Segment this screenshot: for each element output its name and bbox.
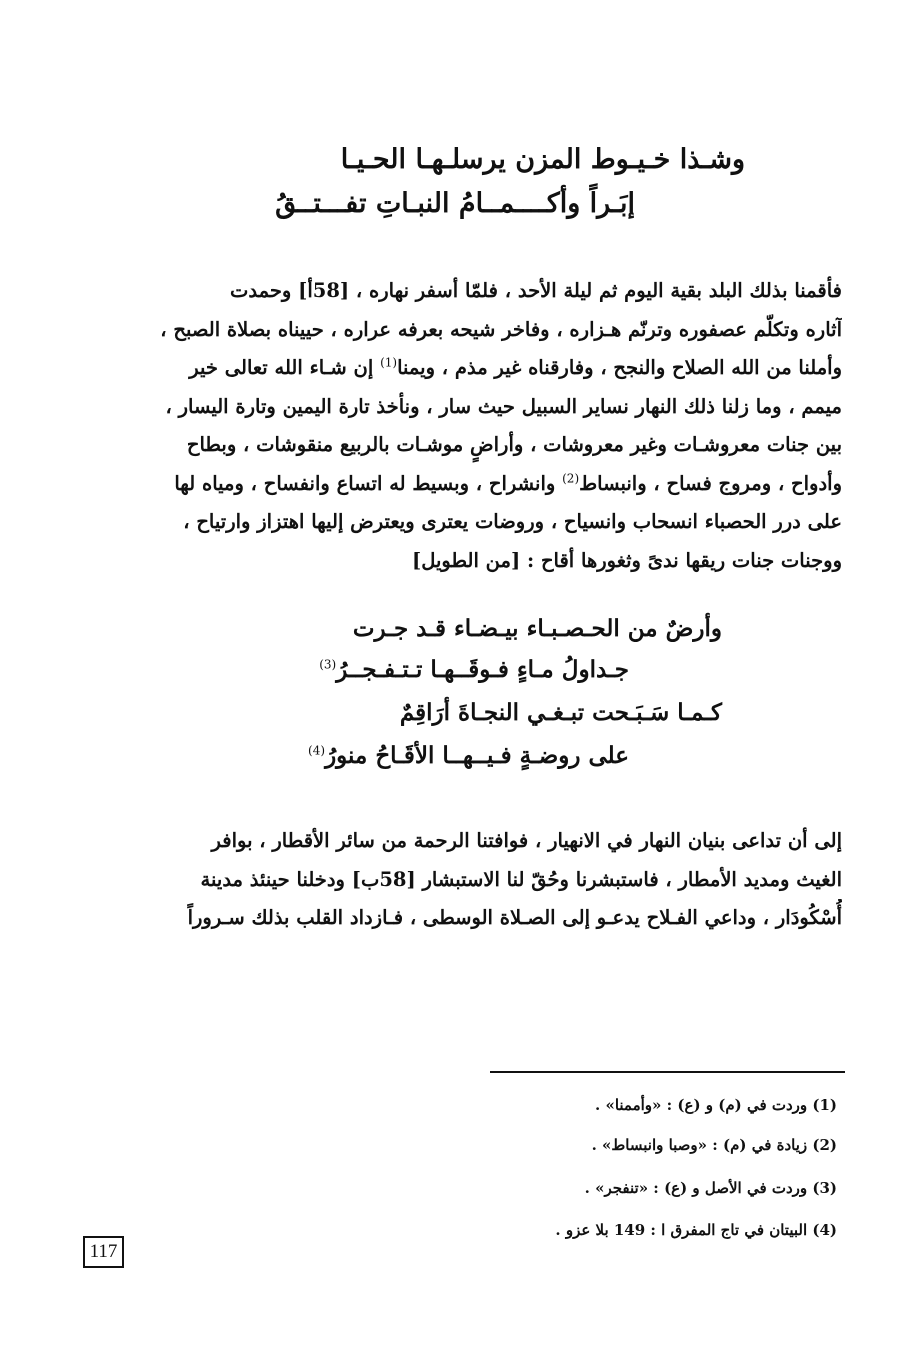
poem-line-4-text: على روضـةٍ فـيــهــا الأقَـاحُ منورُ (325, 742, 629, 769)
paragraph-1-line-1: فأقمنا بذلك البلد بقية اليوم ثم ليلة الأحد ، فلمّا أسفر نهاره ، [58أ] وحمدت (230, 279, 842, 302)
paragraph-1-line-2: آثاره وتكلّم عصفوره وترنّم هـزاره ، وفاخر شيحه بعرفه عراره ، حييناه بصلاة الصبح ، (160, 317, 842, 341)
paragraph-2-line-3: أُسْكُودَار ، وداعي الفـلاح يدعـو إلى الصـلاة الوسطى ، فـازداد القلب بذلك سـروراً (187, 906, 842, 929)
footnote-ref-4: (4) (308, 743, 326, 758)
footnote-divider (490, 1071, 845, 1073)
verse-line-1: وشـذا خـيـوط المزن يرسلـهـا الحـيـا (340, 144, 745, 175)
verse-line-2: إبَـراً وأكــــمــامُ النبـاتِ تفـــتــقُ (275, 188, 635, 219)
footnote-ref-2: (2) (562, 471, 580, 485)
paragraph-1 (132, 272, 842, 580)
paragraph-1-line-5: بين جنات معروشـات وغير معروشات ، وأراضٍ موشـات بالربيع منقوشات ، وبطاح (186, 433, 842, 456)
footnote-2: (2) زيادة في (م) : «وصبا وانبساط» . (591, 1136, 837, 1154)
poem-line-2-text: جـداولُ مـاءٍ فـوقَــهـا تـتـفـجــرُ (336, 656, 629, 683)
paragraph-1-line-3-tail: إن شـاء الله تعالى خير (189, 356, 374, 379)
paragraph-1-line-6 (132, 465, 842, 504)
poem-line-1: وأرضٌ من الحـصـبـاء بيـضـاء قـد جـرت (352, 615, 722, 642)
poem-line-2 (319, 651, 629, 689)
paragraph-1-line-4: ميمم ، وما زلنا ذلك النهار نساير السبيل حيث سار ، ونأخذ تارة اليمين وتارة اليسار ، (165, 394, 842, 418)
footnote-1: (1) وردت في (م) و (ع) : «وأممنا» . (595, 1096, 837, 1114)
paragraph-1-line-6-tail: وانشراح ، وبسيط له اتساع وانفساح ، ومياه لها (174, 471, 556, 495)
footnote-ref-1: (1) (380, 355, 398, 370)
paragraph-1-line-6-head: وأدواح ، ومروج فساح ، وانبساط (579, 471, 842, 495)
paragraph-2-line-2: الغيث ومديد الأمطار ، فاستبشرنا وحُقّ لنا الاستبشار [58ب] ودخلنا حينئذ مدينة (200, 867, 842, 891)
poem-line-4 (308, 737, 629, 775)
page-number: 117 (83, 1236, 124, 1268)
paragraph-2 (132, 822, 842, 938)
footnote-3: (3) وردت في الأصل و (ع) : «تنفجر» . (584, 1179, 837, 1197)
paragraph-1-line-3 (132, 349, 842, 388)
paragraph-2-line-1: إلى أن تداعى بنيان النهار في الانهيار ، فوافتنا الرحمة من سائر الأقطار ، بوافر (211, 829, 842, 852)
footnote-4: (4) البيتان في تاج المفرق ا : 149 بلا عزو . (555, 1221, 837, 1239)
poem-line-3: كـمـا سَـبَـحت تبـغـي النجـاةَ أرَاقِمٌ (399, 699, 722, 726)
paragraph-1-line-3-head: وأملنا من الله الصلاح والنجح ، وفارقناه غير مذم ، ويمنا (397, 356, 842, 379)
paragraph-1-line-8: ووجنات جنات ريقها ندىً وثغورها أقاح : [من الطويل] (412, 548, 842, 572)
footnote-ref-3: (3) (319, 657, 337, 672)
paragraph-1-line-7: على درر الحصباء انسحاب وانسياح ، وروضات يعترى ويعترض إليها اهتزاز وارتياح ، (183, 510, 842, 533)
